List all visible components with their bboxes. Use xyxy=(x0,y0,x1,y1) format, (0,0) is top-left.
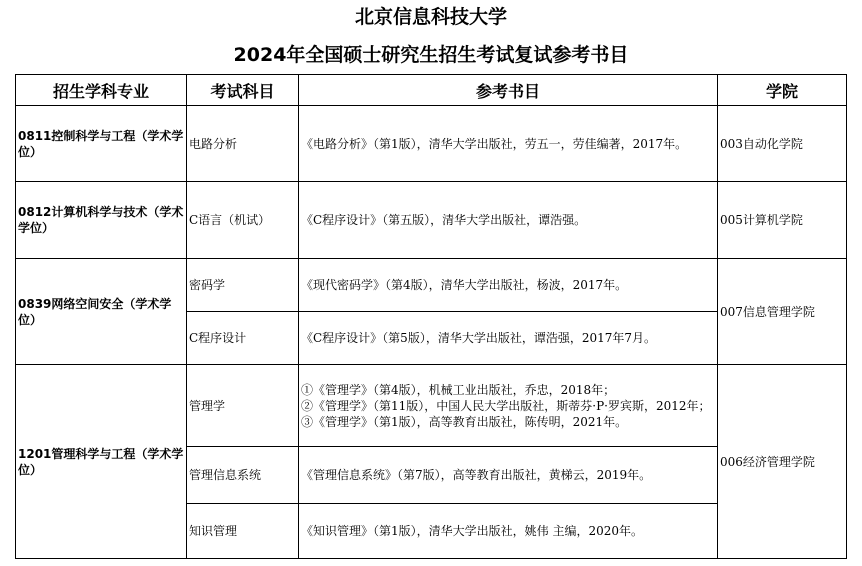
book-cell: 《知识管理》（第1版），清华大学出版社，姚伟 主编，2020年。 xyxy=(299,504,718,559)
table-row xyxy=(16,259,847,312)
table-header-row xyxy=(16,75,847,106)
book-cell: 《C程序设计》（第5版），清华大学出版社，谭浩强，2017年7月。 xyxy=(299,312,718,365)
reference-book-table xyxy=(15,74,847,559)
subject-cell: 知识管理 xyxy=(187,504,299,559)
major-cell: 0811控制科学与工程（学术学位） xyxy=(16,106,187,182)
document-title: 2024年全国硕士研究生招生考试复试参考书目 xyxy=(233,44,629,66)
book-cell xyxy=(299,365,718,447)
subject-cell: C语言（机试） xyxy=(187,182,299,259)
major-cell: 0812计算机科学与技术（学术学位） xyxy=(16,182,187,259)
book-entry: ①《管理学》（第4版），机械工业出版社，乔忠，2018年； xyxy=(301,382,616,397)
table-row xyxy=(16,365,847,447)
school-cell: 003自动化学院 xyxy=(718,106,847,182)
subject-cell: 电路分析 xyxy=(187,106,299,182)
header-major: 招生学科专业 xyxy=(16,75,187,106)
book-entry: ②《管理学》（第11版），中国人民大学出版社，斯蒂芬·P·罗宾斯，2012年； xyxy=(301,398,711,413)
header-school: 学院 xyxy=(718,75,847,106)
book-cell: 《C程序设计》（第五版），清华大学出版社，谭浩强。 xyxy=(299,182,718,259)
major-cell: 0839网络空间安全（学术学位） xyxy=(16,259,187,365)
header-books: 参考书目 xyxy=(299,75,718,106)
book-cell: 《管理信息系统》（第7版），高等教育出版社，黄梯云，2019年。 xyxy=(299,447,718,504)
school-cell: 006经济管理学院 xyxy=(718,365,847,559)
book-cell: 《电路分析》（第1版），清华大学出版社，劳五一，劳佳编著，2017年。 xyxy=(299,106,718,182)
subject-cell: 管理学 xyxy=(187,365,299,447)
table-row xyxy=(16,106,847,182)
school-cell: 007信息管理学院 xyxy=(718,259,847,365)
subject-cell: 管理信息系统 xyxy=(187,447,299,504)
header-subject: 考试科目 xyxy=(187,75,299,106)
subject-cell: C程序设计 xyxy=(187,312,299,365)
book-entry: ③《管理学》（第1版），高等教育出版社，陈传明，2021年。 xyxy=(301,414,628,429)
university-name: 北京信息科技大学 xyxy=(354,6,507,28)
school-cell: 005计算机学院 xyxy=(718,182,847,259)
table-row xyxy=(16,182,847,259)
book-cell: 《现代密码学》（第4版），清华大学出版社，杨波，2017年。 xyxy=(299,259,718,312)
major-cell: 1201管理科学与工程（学术学位） xyxy=(16,365,187,559)
subject-cell: 密码学 xyxy=(187,259,299,312)
